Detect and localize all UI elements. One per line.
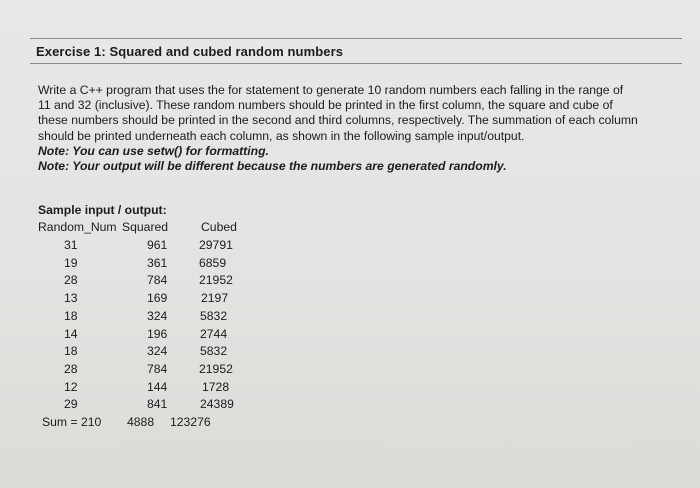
table-row — [0, 309, 300, 327]
random-num-cell: 14 — [64, 326, 78, 341]
random-num-cell: 19 — [64, 255, 78, 270]
table-row — [0, 291, 300, 309]
top-divider — [30, 38, 682, 39]
table-row — [0, 256, 300, 274]
random-num-cell: 18 — [64, 308, 78, 323]
table-row — [0, 273, 300, 291]
random-num-cell: 18 — [64, 344, 78, 359]
random-num-cell: 31 — [64, 238, 78, 252]
table-row — [0, 380, 300, 398]
random-num-cell: 29 — [64, 397, 78, 412]
header-cubed: Cubed — [201, 220, 237, 234]
cubed-cell: 2744 — [200, 326, 228, 341]
table-row — [0, 238, 300, 256]
header-squared: Squared — [122, 220, 169, 234]
random-num-cell: 28 — [64, 273, 78, 288]
random-num-cell: 12 — [64, 379, 78, 394]
squared-cell: 324 — [147, 308, 168, 323]
cubed-cell: 1728 — [202, 379, 230, 394]
cubed-cell: 21952 — [199, 361, 233, 376]
table-row — [0, 327, 300, 345]
squared-cell: 169 — [147, 291, 168, 306]
cubed-cell: 24389 — [200, 397, 234, 412]
instructions-paragraph — [38, 83, 678, 174]
table-row — [0, 397, 300, 415]
paragraph-line: 11 and 32 (inclusive). These random numbers should be printed in the first column, the square and cube of — [38, 98, 613, 113]
exercise-title: Exercise 1: Squared and cubed random numbers — [36, 44, 344, 59]
cubed-cell: 5832 — [200, 308, 228, 323]
cubed-cell: 29791 — [199, 238, 233, 252]
squared-cell: 784 — [147, 273, 168, 288]
squared-cell: 784 — [147, 361, 168, 376]
squared-cell: 324 — [147, 344, 168, 359]
sum-cubed: 123276 — [170, 415, 211, 429]
paragraph-line: these numbers should be printed in the second and third columns, respectively. The summation of each column — [38, 113, 638, 128]
paragraph-line: should be printed underneath each column, as shown in the following sample input/output. — [38, 128, 525, 143]
cubed-cell: 2197 — [201, 291, 229, 306]
squared-cell: 841 — [147, 397, 168, 412]
sample-title: Sample input / output: — [38, 203, 167, 217]
squared-cell: 144 — [147, 379, 168, 394]
cubed-cell: 6859 — [199, 255, 227, 270]
table-row — [0, 362, 300, 380]
squared-cell: 361 — [147, 255, 168, 270]
cubed-cell: 5832 — [200, 344, 228, 359]
cubed-cell: 21952 — [199, 273, 233, 288]
title-divider — [30, 63, 682, 64]
squared-cell: 961 — [147, 238, 168, 252]
header-random-num: Random_Num — [38, 220, 117, 234]
sum-label: Sum = 210 — [42, 415, 102, 429]
random-num-cell: 28 — [64, 361, 78, 376]
note-random: Note: Your output will be different because the numbers are generated randomly. — [38, 159, 507, 174]
sum-squared: 4888 — [127, 415, 155, 429]
note-setw: Note: You can use setw() for formatting. — [38, 143, 269, 158]
paragraph-line: Write a C++ program that uses the for statement to generate 10 random numbers each falling in the range of — [38, 83, 624, 97]
table-row — [0, 344, 300, 362]
squared-cell: 196 — [147, 326, 168, 341]
random-num-cell: 13 — [64, 291, 78, 306]
